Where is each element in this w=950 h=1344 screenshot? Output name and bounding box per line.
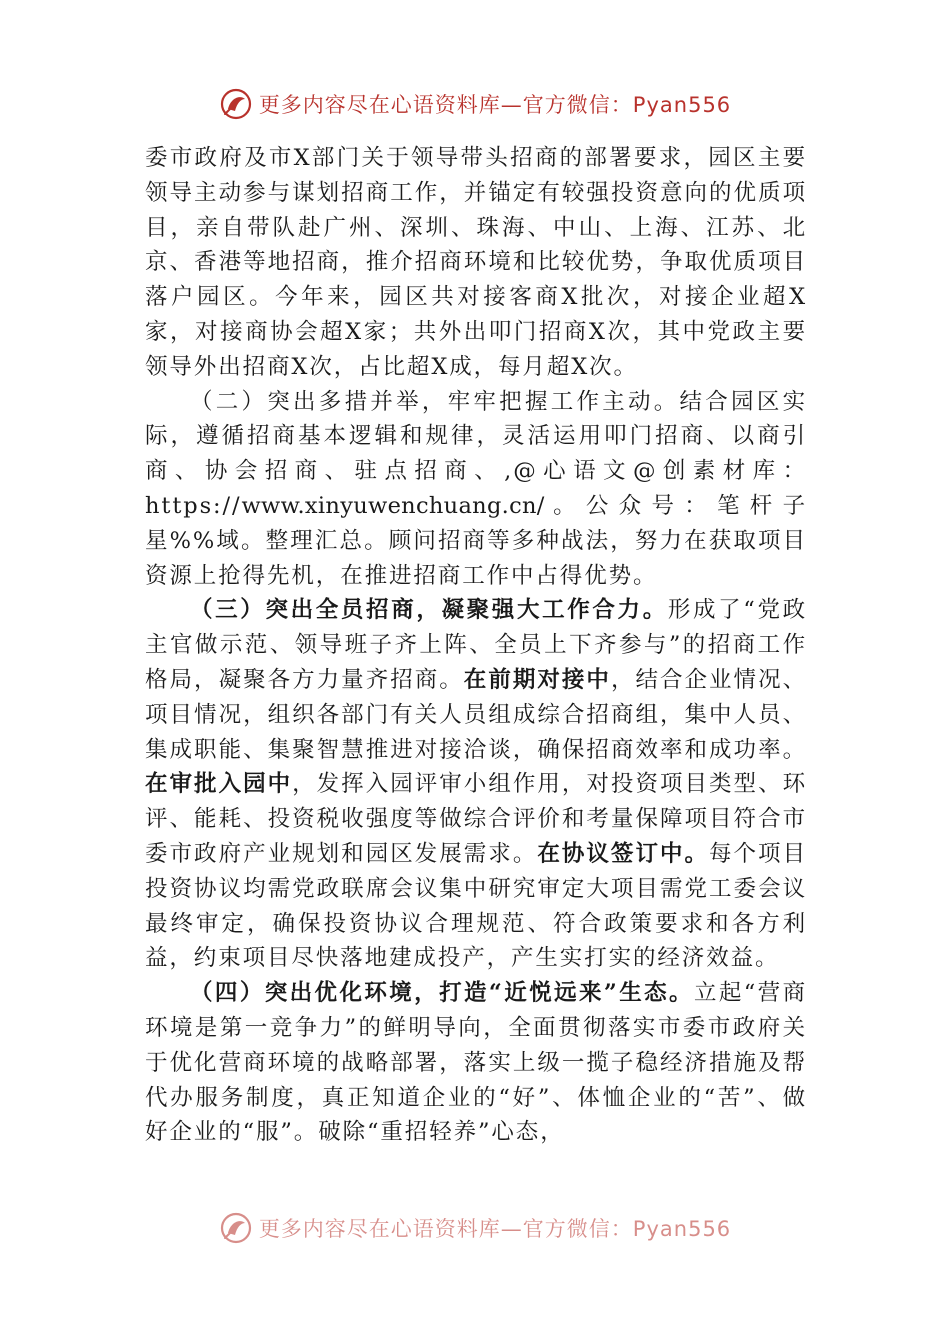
paragraph-3-text-3: ，发挥入园评审小组作用，对投资项目类型、环评、能耗、投资税收强度等做综合评价和考量保障项目符合市委市政府产业规划和园区发展需求。 — [145, 771, 807, 867]
paragraph-2-text-b: 。公众号：笔杆子星%%域。整理汇总。顾问招商等多种战法，努力在获取项目资源上抢得先机，在推进招商工作中占得优势。 — [145, 492, 807, 589]
header-watermark-banner — [0, 84, 950, 124]
paragraph-3 — [145, 593, 807, 976]
bold-phrase-1: 在前期对接中 — [463, 666, 611, 693]
document-body — [145, 141, 807, 1150]
section-4-heading: （四）突出优化环境，打造“近悦远来”生态。 — [190, 980, 694, 1007]
paragraph-4-text: 立起“营商环境是第一竞争力”的鲜明导向，全面贯彻落实市委市政府关于优化营商环境的战略部署，落实上级一揽子稳经济措施及帮代办服务制度，真正知道企业的“好”、体恤企业的“苦”、做好企业的“服”。破除“重招轻养”心态， — [145, 980, 807, 1146]
logo-icon — [219, 87, 253, 121]
logo-icon — [219, 1211, 253, 1245]
paragraph-1: 委市政府及市X部门关于领导带头招商的部署要求，园区主要领导主动参与谋划招商工作，并锚定有较强投资意向的优质项目，亲自带队赴广州、深圳、珠海、中山、上海、江苏、北京、香港等地招商，推介招商环境和比较优势，争取优质项目落户园区。今年来，园区共对接客商X批次，对接企业超X家，对接商协会超X家；共外出叩门招商X次，其中党政主要领导外出招商X次，占比超X成，每月超X次。 — [145, 145, 807, 380]
paragraph-3-text-4: 每个项目投资协议均需党政联席会议集中研究审定大项目需党工委会议最终审定，确保投资协议合理规范、符合政策要求和各方利益，约束项目尽快落地建成投产，产生实打实的经济效益。 — [145, 840, 807, 972]
paragraph-2 — [145, 385, 807, 594]
watermark-text: 更多内容尽在心语资料库—官方微信：Pyan556 — [258, 93, 732, 117]
section-3-heading: （三）突出全员招商，凝聚强大工作合力。 — [190, 597, 668, 624]
paragraph-3-text-2: ，结合企业情况、项目情况，组织各部门有关人员组成综合招商组，集中人员、集成职能、集聚智慧推进对接洽谈，确保招商效率和成功率。 — [145, 666, 807, 763]
paragraph-2-url: www.xinyuwenchuang.cn/ — [241, 492, 545, 519]
bold-phrase-2: 在审批入园中 — [145, 771, 293, 798]
footer-watermark-banner — [0, 1208, 950, 1248]
paragraph-3-text-1: 形成了“党政主官做示范、领导班子齐上阵、全员上下齐参与”的招商工作格局，凝聚各方力量齐招商。 — [145, 597, 807, 693]
watermark-text: 更多内容尽在心语资料库—官方微信：Pyan556 — [258, 1217, 732, 1241]
bold-phrase-3: 在协议签订中。 — [537, 840, 710, 867]
paragraph-4 — [145, 976, 807, 1150]
paragraph-2-text-a: （二）突出多措并举，牢牢把握工作主动。结合园区实际，遵循招商基本逻辑和规律，灵活运用叩门招商、以商引商、协会招商、驻点招商、,@心语文@创素材库：https:// — [145, 388, 807, 519]
